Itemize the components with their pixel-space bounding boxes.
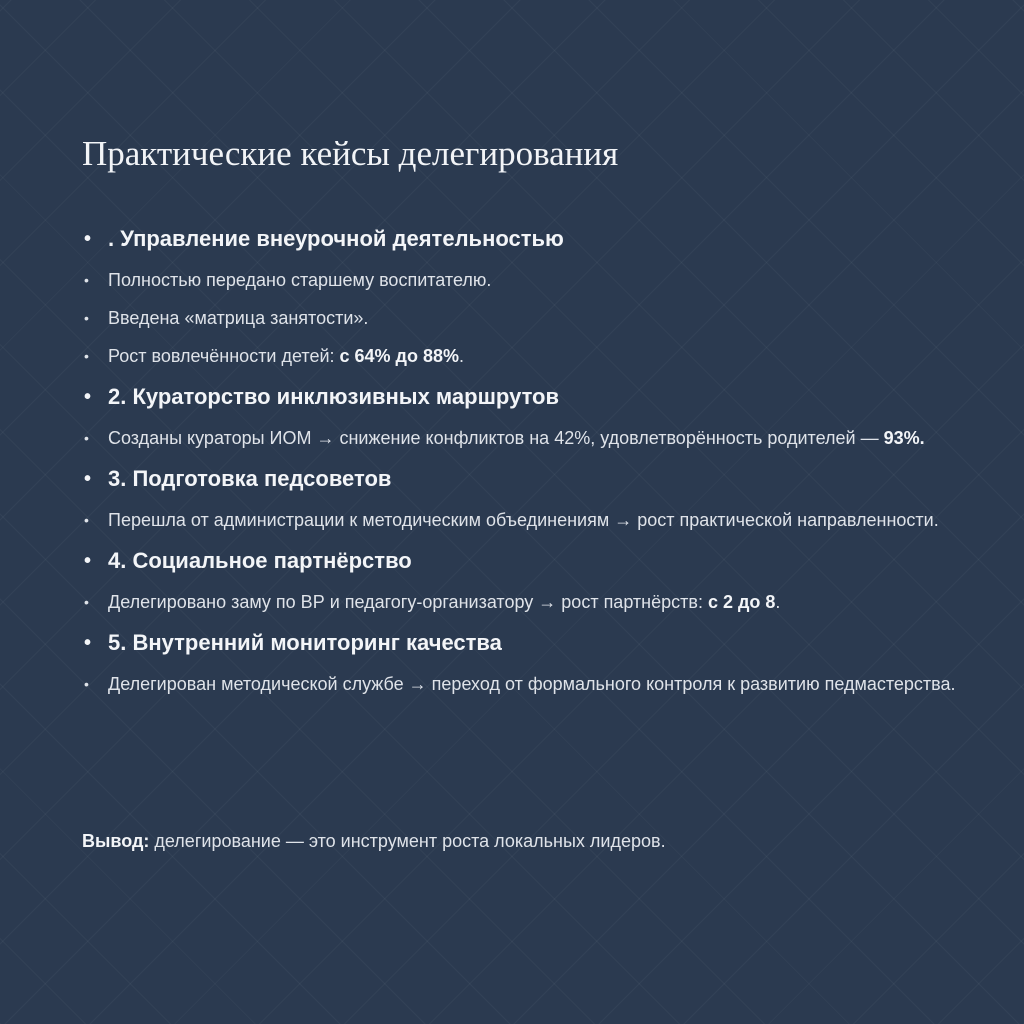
list-item — [82, 306, 962, 330]
bullet-icon: • — [84, 550, 92, 572]
section-heading-text: 4. Социальное партнёрство — [108, 548, 412, 573]
list-item — [82, 426, 962, 450]
list-item-text: Перешла от администрации к методическим объединениям → рост практической направленности. — [108, 510, 939, 530]
section-heading-text: 2. Кураторство инклюзивных маршрутов — [108, 384, 560, 409]
list-item-text: Введена «матрица занятости». — [108, 308, 369, 328]
slide-title: Практические кейсы делегирования — [82, 134, 619, 173]
bullet-icon: • — [84, 468, 92, 490]
list-item-suffix: . — [459, 346, 465, 366]
list-item-text: Делегирован методической службе → переход от формального контроля к развитию педмастерства. — [108, 674, 956, 694]
conclusion-text: делегирование — это инструмент роста локальных лидеров. — [149, 831, 666, 851]
section-heading-text: 3. Подготовка педсоветов — [108, 466, 392, 491]
section-heading-text: . Управление внеурочной деятельностью — [108, 226, 564, 251]
section-heading-4 — [82, 544, 962, 578]
bullet-icon: • — [84, 594, 89, 610]
section-heading-text: 5. Внутренний мониторинг качества — [108, 630, 502, 655]
bullet-icon: • — [84, 272, 89, 288]
bullet-icon: • — [84, 348, 89, 364]
bullet-icon: • — [84, 228, 92, 250]
highlight-value: 93%. — [883, 428, 925, 448]
list-item-text: Рост вовлечённости детей: — [108, 346, 340, 366]
conclusion-label: Вывод: — [82, 831, 150, 851]
list-item — [82, 590, 962, 614]
section-heading-3 — [82, 462, 962, 496]
highlight-value: с 2 до 8 — [707, 592, 776, 612]
list-item-text: Полностью передано старшему воспитателю. — [108, 270, 492, 290]
list-item-text: Созданы кураторы ИОМ → снижение конфликтов на 42%, удовлетворённость родителей — — [108, 428, 884, 448]
highlight-value: с 64% до 88% — [339, 346, 460, 366]
bullet-icon: • — [84, 430, 89, 446]
slide-content — [82, 222, 962, 696]
list-item-text: Делегировано заму по ВР и педагогу-организатору → рост партнёрств: — [108, 592, 708, 612]
section-heading-2 — [82, 380, 962, 414]
bullet-icon: • — [84, 676, 89, 692]
conclusion — [82, 828, 666, 854]
list-item — [82, 344, 962, 368]
bullet-icon: • — [84, 386, 92, 408]
list-item — [82, 268, 962, 292]
bullet-icon: • — [84, 632, 92, 654]
list-item — [82, 508, 962, 532]
list-item — [82, 672, 962, 696]
bullet-icon: • — [84, 512, 89, 528]
section-heading-5 — [82, 626, 962, 660]
section-heading-1 — [82, 222, 962, 256]
list-item-suffix: . — [775, 592, 781, 612]
bullet-icon: • — [84, 310, 89, 326]
